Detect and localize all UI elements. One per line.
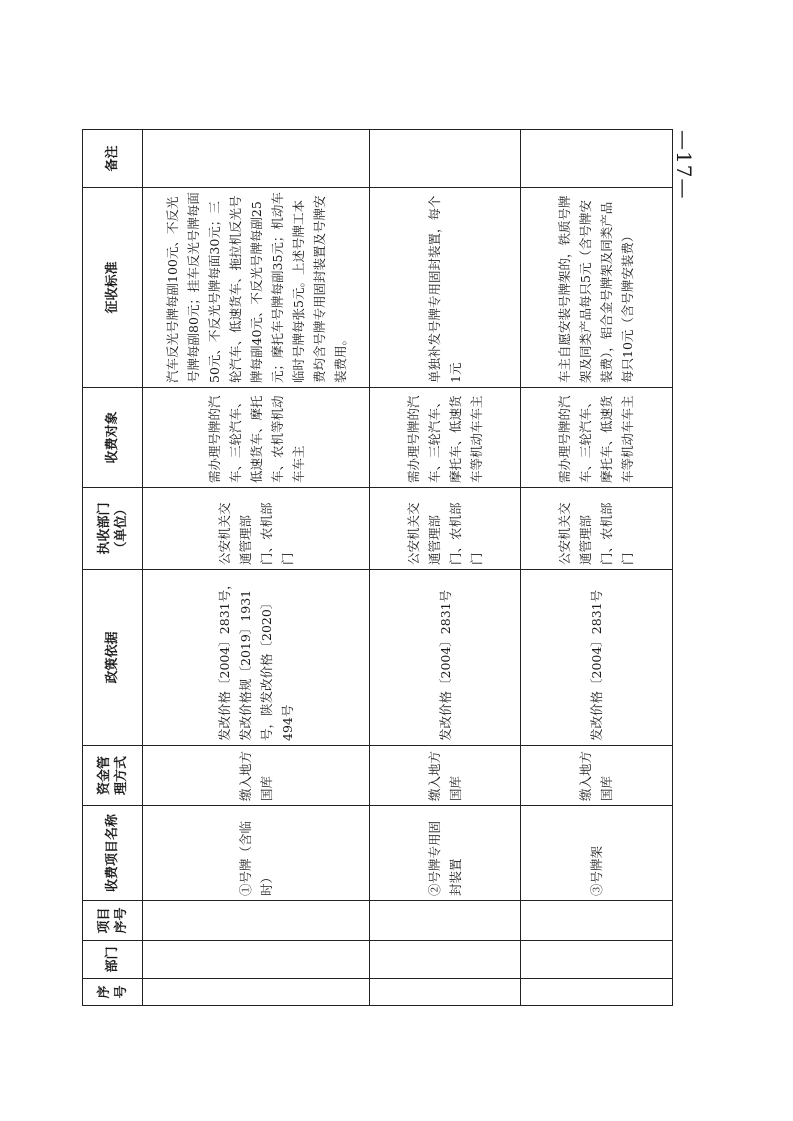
cell-collecting-department: 公安机关交通管理部门、农机部门 — [520, 488, 672, 570]
header-collecting-department: 执收部门（单位） — [83, 488, 143, 570]
cell-remark — [520, 130, 672, 188]
cell-collecting-department: 公安机关交通管理部门、农机部门 — [370, 488, 520, 570]
header-department: 部门 — [83, 941, 143, 979]
cell-fee-standard: 汽车反光号牌每副100元、不反光号牌每副80元；挂车反光号牌每面50元、不反光号牌每面30元；三轮汽车、低速货车、拖拉机反光号牌每副40元、不反光号牌每副25元；摩托车号牌每副35元；机动车临时号牌每张5元。上述号牌工本费均含号牌专用固封装置及号牌安装费用。 — [143, 188, 370, 388]
table-row — [520, 130, 672, 1006]
cell-fee-payer: 需办理号牌的汽车、三轮汽车、低速货车、摩托车、农机等机动车车主 — [143, 388, 370, 488]
header-policy-basis: 政策依据 — [83, 570, 143, 746]
cell-item-no — [370, 901, 520, 941]
cell-remark — [143, 130, 370, 188]
header-fee-name: 收费项目名称 — [83, 806, 143, 901]
cell-fee-name: ③号牌架 — [520, 806, 672, 901]
page-number: —17— — [672, 130, 696, 200]
cell-seq — [143, 979, 370, 1006]
header-fee-payer: 收费对象 — [83, 388, 143, 488]
cell-fund-management: 缴入地方国库 — [520, 746, 672, 806]
cell-policy-basis: 发改价格〔2004〕2831号，发改价格规〔2019〕1931号，陕发改价格〔2020〕494号 — [143, 570, 370, 746]
header-remark: 备注 — [83, 130, 143, 188]
table-header-row — [83, 130, 143, 1006]
cell-item-no — [143, 901, 370, 941]
cell-fee-name: ①号牌（含临时） — [143, 806, 370, 901]
rotated-table-wrapper — [82, 130, 673, 1006]
cell-policy-basis: 发改价格〔2004〕2831号 — [370, 570, 520, 746]
table-row — [370, 130, 520, 1006]
cell-collecting-department: 公安机关交通管理部门、农机部门 — [143, 488, 370, 570]
cell-fund-management: 缴入地方国库 — [370, 746, 520, 806]
cell-policy-basis: 发改价格〔2004〕2831号 — [520, 570, 672, 746]
cell-department — [520, 941, 672, 979]
cell-fee-payer: 需办理号牌的汽车、三轮汽车、摩托车、低速货车等机动车车主 — [370, 388, 520, 488]
cell-department — [143, 941, 370, 979]
cell-fee-payer: 需办理号牌的汽车、三轮汽车、摩托车、低速货车等机动车车主 — [520, 388, 672, 488]
header-fund-management: 资金管理方式 — [83, 746, 143, 806]
cell-fee-standard: 单独补发号牌专用固封装置，每个1元 — [370, 188, 520, 388]
table-row — [143, 130, 370, 1006]
fee-table — [82, 129, 673, 1006]
cell-department — [370, 941, 520, 979]
header-fee-standard: 征收标准 — [83, 188, 143, 388]
cell-remark — [370, 130, 520, 188]
cell-fee-standard: 车主自愿安装号牌架的，铁质号牌架及同类产品每只5元（含号牌安装费），铝合金号牌架及同类产品每只10元（含号牌安装费） — [520, 188, 672, 388]
header-seq: 序号 — [83, 979, 143, 1006]
cell-seq — [520, 979, 672, 1006]
cell-fund-management: 缴入地方国库 — [143, 746, 370, 806]
cell-item-no — [520, 901, 672, 941]
header-item-no: 项目序号 — [83, 901, 143, 941]
cell-fee-name: ②号牌专用固封装置 — [370, 806, 520, 901]
cell-seq — [370, 979, 520, 1006]
